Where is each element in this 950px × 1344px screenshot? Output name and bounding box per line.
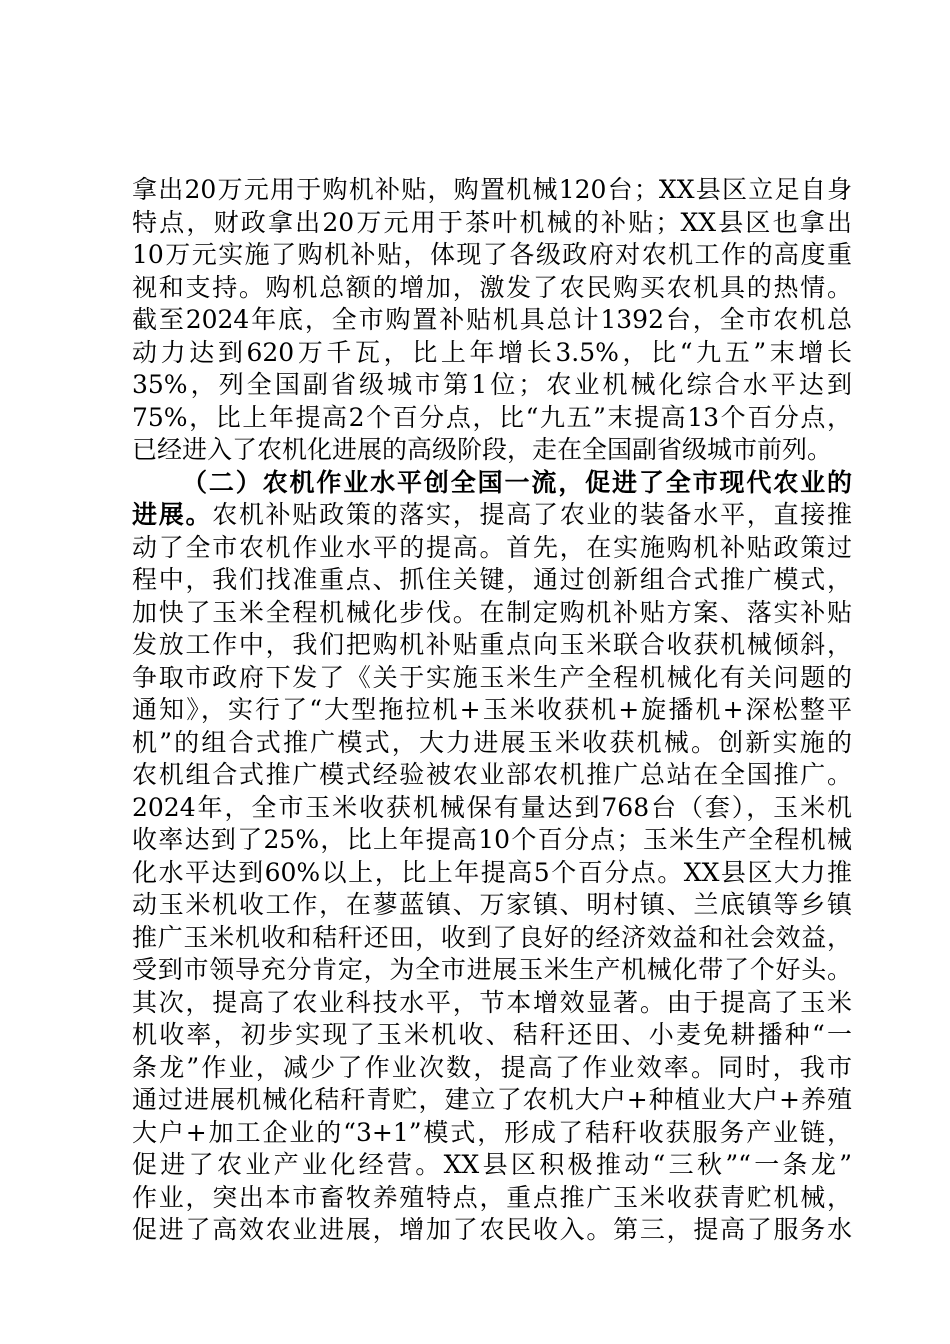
paragraph-line: 截至2024年底，全市购置补贴机具总计1392台，全市农机总 <box>132 305 852 334</box>
paragraph-line: 促进了高效农业进展，增加了农民收入。第三，提高了服务水 <box>132 1215 852 1244</box>
paragraph-line: 35%，列全国副省级城市第1位；农业机械化综合水平达到 <box>132 370 852 399</box>
paragraph-line: 已经进入了农机化进展的高级阶段，走在全国副省级城市前列。 <box>132 435 833 464</box>
paragraph-line: 机”的组合式推广模式，大力进展玉米收获机械。创新实施的 <box>132 727 852 757</box>
paragraph-line: 条龙”作业，减少了作业次数，提高了作业效率。同时，我市 <box>132 1052 852 1082</box>
section-heading: （二）农机作业水平创全国一流，促进了全市现代农业的 <box>182 467 852 497</box>
paragraph-line: 作业，突出本市畜牧养殖特点，重点推广玉米收获青贮机械， <box>132 1182 852 1212</box>
section-heading-tail: 进展。 <box>132 500 213 529</box>
paragraph-line: 程中，我们找准重点、抓住关键，通过创新组合式推广模式， <box>132 565 852 594</box>
paragraph-line: 视和支持。购机总额的增加，激发了农民购买农机具的热情。 <box>132 272 852 302</box>
paragraph-line: 特点，财政拿出20万元用于茶叶机械的补贴；XX县区也拿出 <box>132 207 852 237</box>
document-body <box>132 174 852 1247</box>
paragraph-line: 化水平达到60%以上，比上年提高5个百分点。XX县区大力推 <box>132 857 852 887</box>
paragraph-line: 机收率，初步实现了玉米机收、秸秆还田、小麦免耕播种“一 <box>132 1020 852 1049</box>
section-heading-continuation <box>132 499 852 532</box>
paragraph-line: 动玉米机收工作，在蓼蓝镇、万家镇、明村镇、兰底镇等乡镇 <box>132 890 852 919</box>
paragraph-line: 动力达到620万千瓦，比上年增长3.5%，比“九五”末增长 <box>132 337 852 367</box>
paragraph-line: 受到市领导充分肯定，为全市进展玉米生产机械化带了个好头。 <box>132 955 852 984</box>
paragraph-line: 通知》，实行了“大型拖拉机+玉米收获机+旋播机+深松整平 <box>132 695 852 724</box>
paragraph-line: 促进了农业产业化经营。XX县区积极推动“三秋”“一条龙” <box>132 1150 852 1179</box>
paragraph-line: 2024年，全市玉米收获机械保有量达到768台（套），玉米机 <box>132 792 852 822</box>
paragraph-text: 农机补贴政策的落实，提高了农业的装备水平，直接推 <box>212 500 852 529</box>
paragraph-line: 推广玉米机收和秸秆还田，收到了良好的经济效益和社会效益， <box>132 922 852 952</box>
paragraph-line: 加快了玉米全程机械化步伐。在制定购机补贴方案、落实补贴 <box>132 597 852 627</box>
paragraph-line: 大户+加工企业的“3+1”模式，形成了秸秆收获服务产业链， <box>132 1117 852 1147</box>
paragraph-line: 发放工作中，我们把购机补贴重点向玉米联合收获机械倾斜， <box>132 630 852 659</box>
paragraph-line: 动了全市农机作业水平的提高。首先，在实施购机补贴政策过 <box>132 532 852 562</box>
paragraph-line: 农机组合式推广模式经验被农业部农机推广总站在全国推广。 <box>132 760 852 789</box>
paragraph-line: 75%，比上年提高2个百分点，比“九五”末提高13个百分点， <box>132 402 852 432</box>
paragraph-line: 通过进展机械化秸秆青贮，建立了农机大户+种植业大户+养殖 <box>132 1085 852 1114</box>
paragraph-line: 10万元实施了购机补贴，体现了各级政府对农机工作的高度重 <box>132 240 852 269</box>
paragraph-line: 其次，提高了农业科技水平，节本增效显著。由于提高了玉米 <box>132 987 852 1017</box>
paragraph-line: 争取市政府下发了《关于实施玉米生产全程机械化有关问题的 <box>132 662 852 692</box>
paragraph-line: 收率达到了25%，比上年提高10个百分点；玉米生产全程机械 <box>132 825 852 854</box>
paragraph-line: 拿出20万元用于购机补贴，购置机械120台；XX县区立足自身 <box>132 175 852 204</box>
